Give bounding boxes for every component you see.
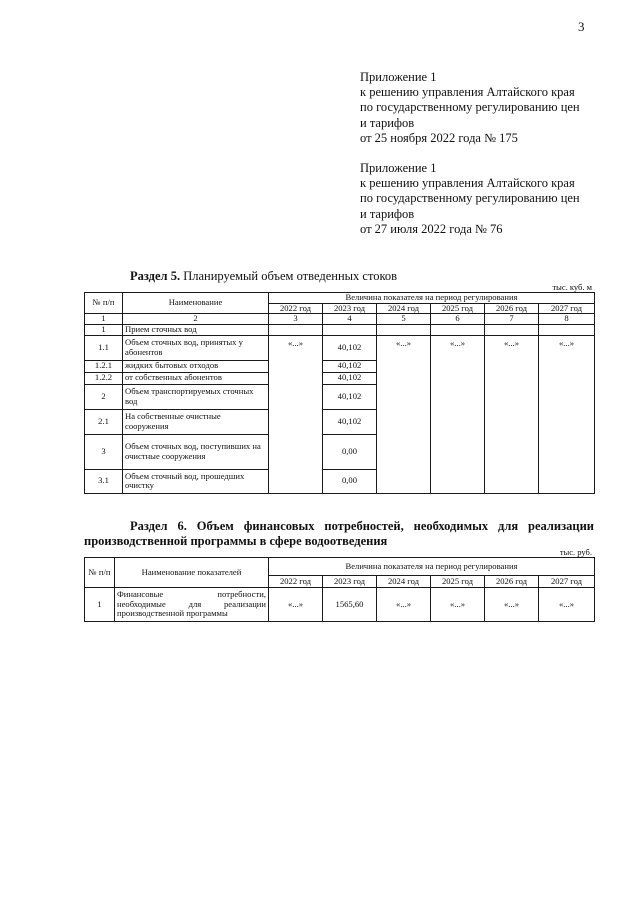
appendix-line: и тарифов <box>360 206 415 221</box>
header-num: № п/п <box>85 293 123 314</box>
column-number: 2 <box>123 314 269 325</box>
appendix-line: к решению управления Алтайского края <box>360 85 575 100</box>
row-num: 2.1 <box>85 409 123 434</box>
section6-unit: тыс. руб. <box>559 547 592 557</box>
appendix-line: Приложение 1 <box>360 70 437 84</box>
appendix-current-block <box>360 70 580 146</box>
value-2023: 0,00 <box>323 469 377 493</box>
column-number: 1 <box>85 314 123 325</box>
column-number: 6 <box>431 314 485 325</box>
row-num: 1.1 <box>85 335 123 360</box>
merged-value-2025: «...» <box>431 335 485 493</box>
header-year: 2027 год <box>539 576 595 588</box>
value-2023: 40,102 <box>323 409 377 434</box>
header-period: Величина показателя на период регулирования <box>269 293 595 304</box>
section6-title-bold: Раздел 6. <box>130 519 187 533</box>
row-name-line: производственной программы <box>117 608 228 619</box>
header-year: 2024 год <box>377 576 431 588</box>
header-year: 2025 год <box>431 303 485 314</box>
row-num: 1 <box>85 588 115 622</box>
row-num: 3 <box>85 434 123 469</box>
value-cell <box>431 324 485 335</box>
value-2023: 40,102 <box>323 335 377 360</box>
row-name: Прием сточных вод <box>123 324 269 335</box>
row-name-line: необходимые для реализации <box>117 598 266 609</box>
value-2023: 40,102 <box>323 384 377 409</box>
appendix-previous-block <box>360 161 580 237</box>
page-number: 3 <box>578 19 585 34</box>
row-name: Объем сточный вод, прошедших очистку <box>123 469 269 493</box>
section6-title-line1 <box>84 519 594 534</box>
header-year: 2023 год <box>323 303 377 314</box>
row-name <box>115 588 269 622</box>
column-number: 8 <box>539 314 595 325</box>
value-2025: «...» <box>431 588 485 622</box>
column-number: 5 <box>377 314 431 325</box>
header-num: № п/п <box>85 558 115 588</box>
value-cell <box>485 324 539 335</box>
section6-title-line2: производственной программы в сфере водоотведения <box>84 534 388 548</box>
row-num: 2 <box>85 384 123 409</box>
appendix-line: от 27 июля 2022 года № 76 <box>360 221 503 236</box>
table-row <box>85 335 595 360</box>
value-cell <box>539 324 595 335</box>
header-year: 2024 год <box>377 303 431 314</box>
merged-value-2026: «...» <box>485 335 539 493</box>
row-num: 1.2.1 <box>85 360 123 372</box>
row-name-line: Финансовые потребности, <box>117 589 266 600</box>
section5-title <box>130 269 397 284</box>
column-number: 7 <box>485 314 539 325</box>
section5-title-rest: Планируемый объем отведенных стоков <box>180 269 398 283</box>
table-row <box>85 324 595 335</box>
row-name: жидких бытовых отходов <box>123 360 269 372</box>
appendix-line: по государственному регулированию цен <box>360 100 580 115</box>
appendix-line: от 25 ноября 2022 года № 175 <box>360 130 518 145</box>
row-num: 3.1 <box>85 469 123 493</box>
row-name: Объем сточных вод, принятых у абонентов <box>123 335 269 360</box>
value-cell <box>269 324 323 335</box>
section6-table <box>84 557 595 622</box>
appendix-line: по государственному регулированию цен <box>360 191 580 206</box>
row-num: 1 <box>85 324 123 335</box>
value-2027: «...» <box>539 588 595 622</box>
header-year: 2022 год <box>269 303 323 314</box>
row-name: На собственные очистные сооружения <box>123 409 269 434</box>
value-2026: «...» <box>485 588 539 622</box>
section6-title-rest: Объем финансовых потребностей, необходимых для реализации <box>186 519 594 533</box>
header-year: 2026 год <box>485 303 539 314</box>
section5-title-bold: Раздел 5. <box>130 269 181 283</box>
row-num: 1.2.2 <box>85 372 123 384</box>
value-2023: 1565,60 <box>323 588 377 622</box>
header-year: 2025 год <box>431 576 485 588</box>
value-2023: 40,102 <box>323 372 377 384</box>
appendix-line: и тарифов <box>360 115 415 130</box>
header-year: 2023 год <box>323 576 377 588</box>
value-2024: «...» <box>377 588 431 622</box>
appendix-line: к решению управления Алтайского края <box>360 176 575 191</box>
merged-value-2024: «...» <box>377 335 431 493</box>
header-year: 2027 год <box>539 303 595 314</box>
value-2023: 0,00 <box>323 434 377 469</box>
section5-unit: тыс. куб. м <box>552 282 592 292</box>
section6-title <box>84 519 594 549</box>
table-row <box>85 588 595 622</box>
value-2022: «...» <box>269 588 323 622</box>
section5-table <box>84 292 595 494</box>
row-name: от собственных абонентов <box>123 372 269 384</box>
merged-value-2027: «...» <box>539 335 595 493</box>
row-name: Объем транспортируемых сточных вод <box>123 384 269 409</box>
header-year: 2022 год <box>269 576 323 588</box>
merged-value-2022: «...» <box>269 335 323 493</box>
row-name: Объем сточных вод, поступивших на очистные сооружения <box>123 434 269 469</box>
value-cell <box>323 324 377 335</box>
value-2023: 40,102 <box>323 360 377 372</box>
value-cell <box>377 324 431 335</box>
header-period: Величина показателя на период регулирования <box>269 558 595 576</box>
header-name: Наименование показателей <box>115 558 269 588</box>
column-number: 3 <box>269 314 323 325</box>
column-number: 4 <box>323 314 377 325</box>
header-year: 2026 год <box>485 576 539 588</box>
appendix-line: Приложение 1 <box>360 161 437 175</box>
header-name: Наименование <box>123 293 269 314</box>
